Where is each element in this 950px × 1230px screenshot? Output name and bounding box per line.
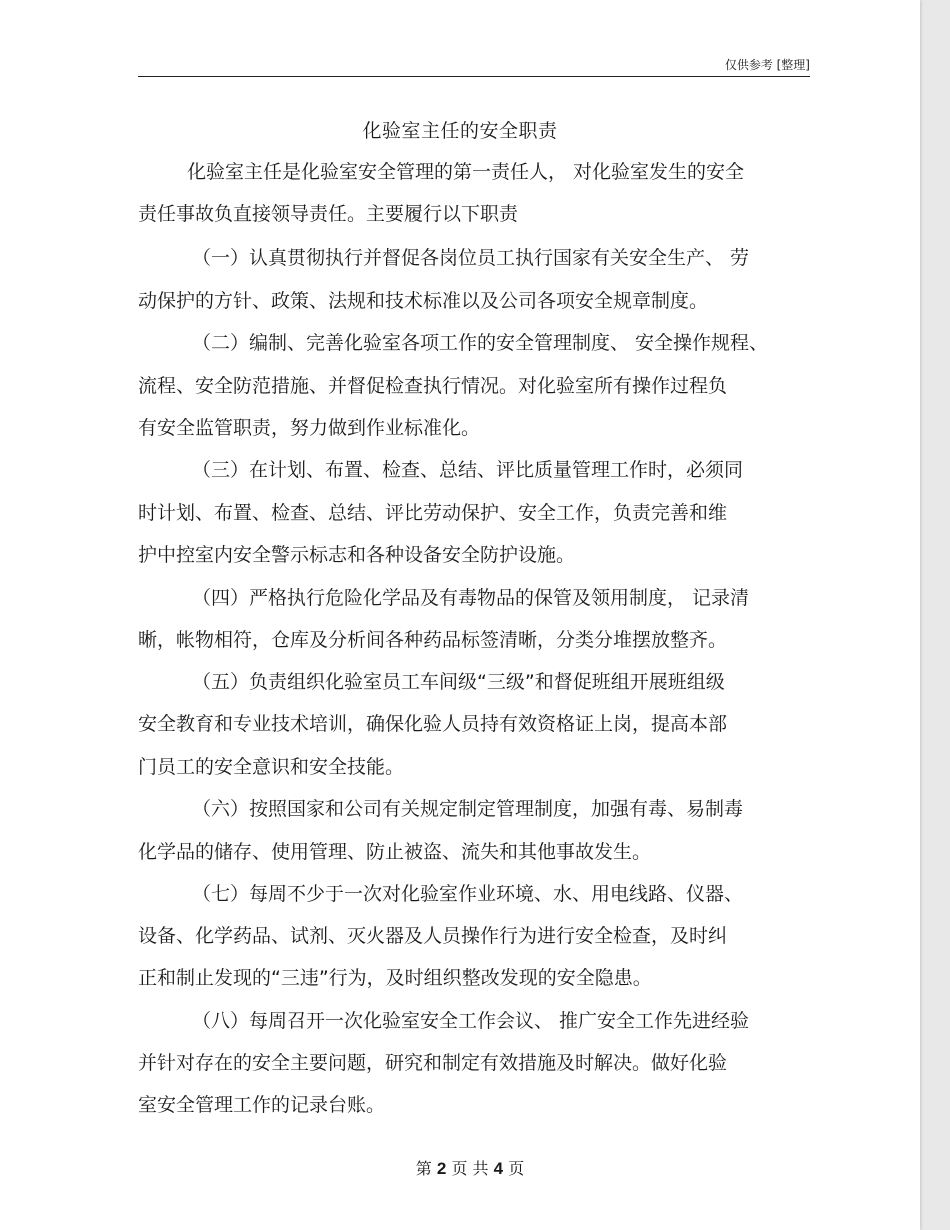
paragraph-line: （五）负责组织化验室员工车间级“三级”和督促班组开展班组级 [192,671,725,693]
paragraph-line: 化学品的储存、使用管理、防止被盗、流失和其他事故发生。 [138,841,652,863]
paragraph-line: （二）编制、完善化验室各项工作的安全管理制度、 安全操作规程、 [192,332,769,354]
paragraph-line: 设备、化学药品、试剂、灭火器及人员操作行为进行安全检查，及时纠 [138,925,728,947]
paragraph-line: 有安全监管职责，努力做到作业标准化。 [138,417,481,439]
paragraph-line: 晰，帐物相符，仓库及分析间各种药品标签清晰，分类分堆摆放整齐。 [138,629,728,651]
header-note: 仅供参考 [整理] [724,58,810,72]
paragraph-line: 并针对存在的安全主要问题，研究和制定有效措施及时解决。做好化验 [138,1052,728,1074]
current-page-number: 2 [436,1159,447,1178]
paragraph-line: 门员工的安全意识和安全技能。 [138,756,405,778]
paragraph-line: 动保护的方针、政策、法规和技术标准以及公司各项安全规章制度。 [138,290,709,312]
paragraph-line: 化验室主任是化验室安全管理的第一责任人， 对化验室发生的安全 [187,161,745,183]
paragraph-line: （七）每周不少于一次对化验室作业环境、水、用电线路、仪器、 [192,883,744,905]
footer-suffix: 页 [508,1159,525,1178]
paragraph-line: （一）认真贯彻执行并督促各岗位员工执行国家有关安全生产、 劳 [192,247,750,269]
total-page-count: 4 [493,1159,504,1178]
paragraph-line: （四）严格执行危险化学品及有毒物品的保管及领用制度， 记录清 [192,587,750,609]
footer-middle: 页 共 [451,1159,489,1178]
paragraph-line: （三）在计划、布置、检查、总结、评比质量管理工作时，必须同 [192,459,744,481]
paragraph-line: 时计划、布置、检查、总结、评比劳动保护、安全工作，负责完善和维 [138,502,728,524]
paragraph-line: 室安全管理工作的记录台账。 [138,1094,386,1116]
page-number-footer [0,1156,940,1179]
paragraph-line: 流程、安全防范措施、并督促检查执行情况。对化验室所有操作过程负 [138,375,728,397]
paragraph-line: （八）每周召开一次化验室安全工作会议、 推广安全工作先进经验 [192,1010,750,1032]
header-divider [138,76,810,77]
paragraph-line: 护中控室内安全警示标志和各种设备安全防护设施。 [138,544,576,566]
paragraph-line: （六）按照国家和公司有关规定制定管理制度，加强有毒、易制毒 [192,798,744,820]
paragraph-line: 正和制止发现的“三违”行为，及时组织整改发现的安全隐患。 [138,967,652,989]
footer-prefix: 第 [415,1159,432,1178]
document-title: 化验室主任的安全职责 [362,120,558,142]
paragraph-line: 安全教育和专业技术培训，确保化验人员持有效资格证上岗，提高本部 [138,713,728,735]
paragraph-line: 责任事故负直接领导责任。主要履行以下职责 [138,203,519,225]
